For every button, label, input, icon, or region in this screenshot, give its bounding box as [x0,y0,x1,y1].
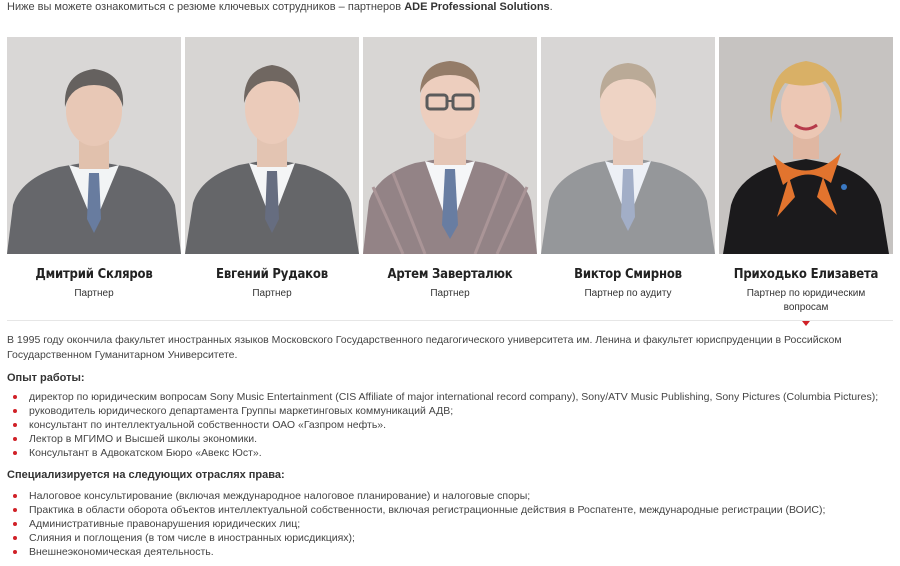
list-item-text: Налоговое консультирование (включая международное налоговое планирование) и налоговые споры; [29,490,531,502]
bullet-icon [13,508,17,512]
list-item [9,545,825,559]
list-item-text: консультант по интеллектуальной собственности ОАО «Газпром нефть». [29,419,387,431]
member-name: Приходько Елизавета [733,267,879,282]
bullet-icon [13,423,17,427]
company-name: ADE Professional Solutions [404,1,550,13]
member-name: Артем Заверталюк [387,267,513,282]
member-role: Партнер по аудиту [584,288,672,299]
experience-list [9,390,878,460]
list-item [9,489,825,503]
bullet-icon [13,451,17,455]
list-item [9,390,878,404]
member-role: Партнер [252,288,292,299]
list-item [9,404,878,418]
list-item [9,517,825,531]
member-photo [7,37,181,254]
member-role: Партнер по юридическим вопросам [746,288,866,313]
list-item [9,432,878,446]
intro-prefix: Ниже вы можете ознакомиться с резюме ключевых сотрудников – партнеров [7,1,405,13]
intro-text [7,1,553,13]
team-member-card-selected[interactable] [719,37,893,327]
selected-member-indicator [802,321,810,326]
bullet-icon [13,494,17,498]
list-item-text: Лектор в МГИМО и Высшей школы экономики. [29,433,258,445]
bullet-icon [13,536,17,540]
bullet-icon [13,522,17,526]
list-item-text: Слияния и поглощения (в том числе в иностранных юрисдикциях); [29,532,355,544]
section-divider [7,320,893,321]
member-name: Виктор Смирнов [574,267,682,282]
list-item-text: Внешнеэкономическая деятельность. [29,546,214,558]
team-grid [7,37,893,327]
team-member-card[interactable] [541,37,715,327]
member-role: Партнер [74,288,114,299]
list-item-text: Консультант в Адвокатском Бюро «Авекс Юст». [29,447,262,459]
member-name: Евгений Рудаков [216,267,328,282]
list-item-text: руководитель юридического департамента Группы маркетинговых коммуникаций АДВ; [29,405,454,417]
team-member-card[interactable] [363,37,537,327]
list-item [9,503,825,517]
experience-heading: Опыт работы: [7,372,85,384]
member-photo [541,37,715,254]
bullet-icon [13,409,17,413]
list-item [9,446,878,460]
list-item-text: Практика в области оборота объектов интеллектуальной собственности, включая регистрационные действия в Роспатенте, международные регистрации (ВОИС); [29,504,826,516]
member-photo [185,37,359,254]
list-item [9,531,825,545]
bullet-icon [13,437,17,441]
member-name: Дмитрий Скляров [35,267,153,282]
bullet-icon [13,395,17,399]
specialization-list [9,489,825,559]
member-role: Партнер [430,288,470,299]
member-photo [719,37,893,254]
intro-suffix: . [549,1,553,13]
team-member-card[interactable] [185,37,359,327]
list-item [9,418,878,432]
team-member-card[interactable] [7,37,181,327]
bullet-icon [13,550,17,554]
member-bio: В 1995 году окончила факультет иностранных языков Московского Государственного педагогического университета им. Ленина и факультет юриспруденции в Российском Государственном Гуманитарном Университете. [7,334,842,361]
list-item-text: Административные правонарушения юридических лиц; [29,518,301,530]
specialization-heading: Специализируется на следующих отраслях права: [7,469,285,481]
list-item-text: директор по юридическим вопросам Sony Music Entertainment (CIS Affiliate of major international record company), Sony/ATV Music Publishing, Sony Pictures (Columbia Pictures); [29,391,879,403]
member-photo [363,37,537,254]
